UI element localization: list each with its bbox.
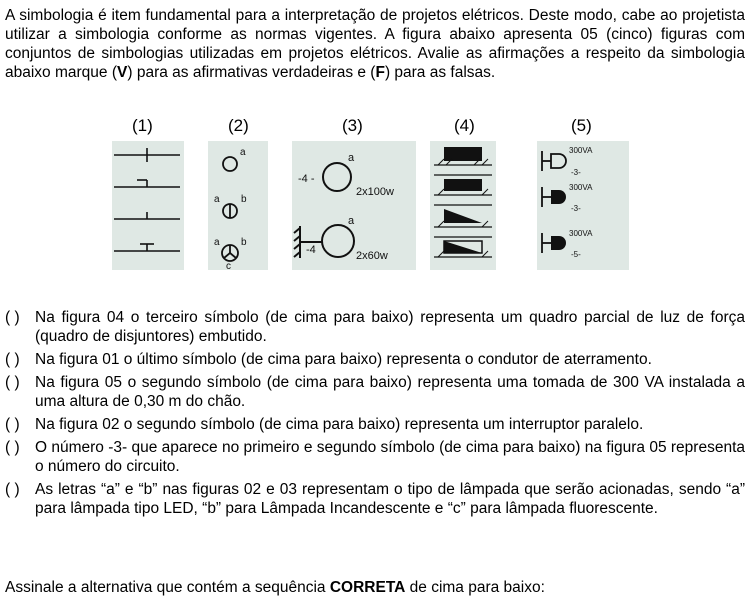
fig5-label-va3: 300VA xyxy=(569,229,593,238)
answer-blank[interactable]: ( ) xyxy=(5,416,20,433)
fig5-label-va2: 300VA xyxy=(569,183,593,192)
fig3-label-power1: 2x100w xyxy=(356,186,394,198)
fig5-label-circuit1: -3- xyxy=(571,168,581,177)
panel-board-symbols xyxy=(430,141,496,270)
answer-blank[interactable]: ( ) xyxy=(5,374,20,391)
statement-text: Na figura 01 o último símbolo (de cima para baixo) representa o condutor de aterramento. xyxy=(35,351,652,368)
fig2-label-a1: a xyxy=(240,147,246,158)
figure-2-panel xyxy=(208,141,268,270)
intro-text-2: ) para as afirmativas verdadeiras e ( xyxy=(127,64,376,81)
question-prompt xyxy=(5,579,545,597)
fig2-label-c: c xyxy=(226,261,231,270)
answer-blank[interactable]: ( ) xyxy=(5,351,20,368)
fig3-label-minus4b: -4 xyxy=(306,244,316,256)
statement-item xyxy=(5,373,745,411)
statement-list xyxy=(5,308,745,522)
figure-3-panel xyxy=(292,141,416,270)
question-text-pre: Assinale a alternativa que contém a sequência xyxy=(5,579,330,596)
fig5-label-va1: 300VA xyxy=(569,146,593,155)
figure-1-number: (1) xyxy=(132,116,153,135)
question-text-post: de cima para baixo: xyxy=(405,579,545,596)
statement-text: Na figura 02 o segundo símbolo (de cima para baixo) representa um interruptor paralelo. xyxy=(35,416,644,433)
figure-4-panel xyxy=(430,141,496,270)
statement-item xyxy=(5,438,745,476)
conductor-symbols xyxy=(112,141,184,270)
fig3-label-power2: 2x60w xyxy=(356,250,388,262)
lamp-symbols xyxy=(292,141,416,270)
fig2-label-a2: a xyxy=(214,194,220,205)
figure-1-panel xyxy=(112,141,184,270)
intro-paragraph xyxy=(5,6,745,82)
symbol-figures xyxy=(112,116,632,272)
intro-text-3: ) para as falsas. xyxy=(384,64,496,81)
answer-blank[interactable]: ( ) xyxy=(5,439,20,456)
fig3-label-a1: a xyxy=(348,152,355,164)
fig3-label-minus4: -4 - xyxy=(298,173,315,185)
intro-v: V xyxy=(117,64,128,81)
switch-symbols xyxy=(208,141,268,270)
fig5-label-circuit2: -3- xyxy=(571,204,581,213)
answer-blank[interactable]: ( ) xyxy=(5,309,20,326)
outlet-symbols xyxy=(537,141,629,270)
statement-text: O número -3- que aparece no primeiro e segundo símbolo (de cima para baixo) na figura 05 representa o número do circuito. xyxy=(35,439,745,475)
statement-item xyxy=(5,415,745,434)
question-text-bold: CORRETA xyxy=(329,579,406,596)
statement-text: As letras “a” e “b” nas figuras 02 e 03 representam o tipo de lâmpada que serão acionadas, sendo “a” para lâmpada tipo LED, “b” para Lâmpada Incandescente e “c” para lâmpada fluorescente. xyxy=(35,481,745,517)
figure-2-number: (2) xyxy=(228,116,249,135)
statement-item xyxy=(5,480,745,518)
fig2-label-b2: b xyxy=(241,237,247,248)
intro-text-1: A simbologia é item fundamental para a interpretação de projetos elétricos. Deste modo, cabe ao projetista utilizar a simbologia conforme as normas vigentes. A figura abaixo apresenta 05 (cinco) figuras com conjuntos de simbologias utilizadas em projetos elétricos. Avalie as afirmações a respeito da simbologia abaixo marque ( xyxy=(5,7,745,81)
fig2-label-b1: b xyxy=(241,194,247,205)
statement-item xyxy=(5,350,745,369)
figure-4-number: (4) xyxy=(454,116,475,135)
figure-5-panel xyxy=(537,141,629,270)
answer-blank[interactable]: ( ) xyxy=(5,481,20,498)
intro-f: F xyxy=(375,64,385,81)
fig3-label-a2: a xyxy=(348,215,355,227)
figure-3-number: (3) xyxy=(342,116,363,135)
statement-text: Na figura 05 o segundo símbolo (de cima para baixo) representa uma tomada de 300 VA instalada a uma altura de 0,30 m do chão. xyxy=(35,374,745,410)
fig5-label-circuit3: -5- xyxy=(571,250,581,259)
statement-item xyxy=(5,308,745,346)
fig2-label-a3: a xyxy=(214,237,220,248)
figure-5-number: (5) xyxy=(571,116,592,135)
statement-text: Na figura 04 o terceiro símbolo (de cima para baixo) representa um quadro parcial de luz de força (quadro de disjuntores) embutido. xyxy=(35,309,745,345)
